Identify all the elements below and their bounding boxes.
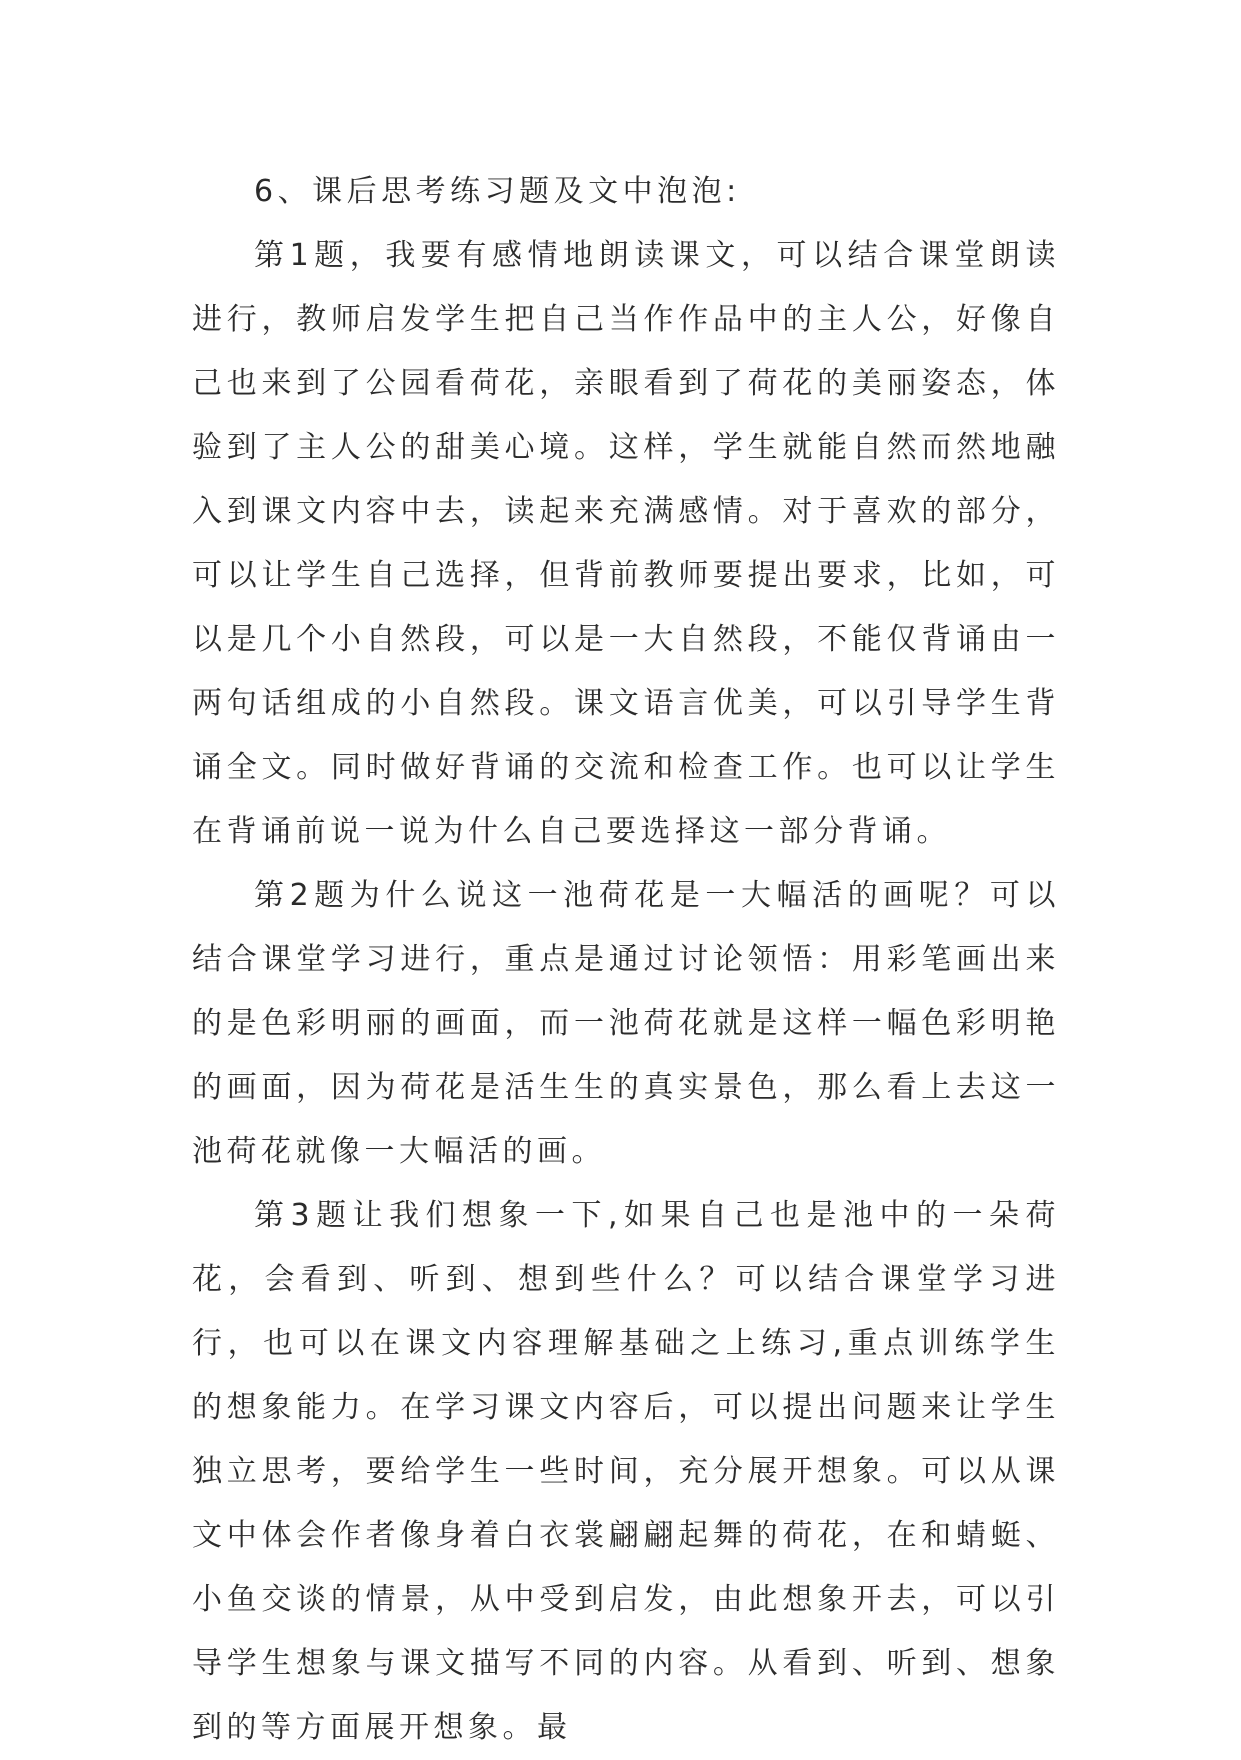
document-body (192, 160, 1060, 1760)
paragraph-question-2: 第2题为什么说这一池荷花是一大幅活的画呢？可以结合课堂学习进行，重点是通过讨论领悟：用彩笔画出来的是色彩明丽的画面，而一池荷花就是这样一幅色彩明艳的画面，因为荷花是活生生的真实景色，那么看上去这一池荷花就像一大幅活的画。 (192, 878, 1060, 1169)
paragraph-question-1: 第1题，我要有感情地朗读课文，可以结合课堂朗读进行，教师启发学生把自己当作作品中的主人公，好像自己也来到了公园看荷花，亲眼看到了荷花的美丽姿态，体验到了主人公的甜美心境。这样，学生就能自然而然地融入到课文内容中去，读起来充满感情。对于喜欢的部分，可以让学生自己选择，但背前教师要提出要求，比如，可以是几个小自然段，可以是一大自然段，不能仅背诵由一两句话组成的小自然段。课文语言优美，可以引导学生背诵全文。同时做好背诵的交流和检查工作。也可以让学生在背诵前说一说为什么自己要选择这一部分背诵。 (192, 238, 1060, 849)
section-heading-6: 6、课后思考练习题及文中泡泡: (254, 174, 741, 209)
paragraph-question-3: 第3题让我们想象一下,如果自己也是池中的一朵荷花，会看到、听到、想到些什么？可以结合课堂学习进行，也可以在课文内容理解基础之上练习,重点训练学生的想象能力。在学习课文内容后，可以提出问题来让学生独立思考，要给学生一些时间，充分展开想象。可以从课文中体会作者像身着白衣裳翩翩起舞的荷花，在和蜻蜓、小鱼交谈的情景，从中受到启发，由此想象开去，可以引导学生想象与课文描写不同的内容。从看到、听到、想象到的等方面展开想象。最 (192, 1198, 1060, 1745)
